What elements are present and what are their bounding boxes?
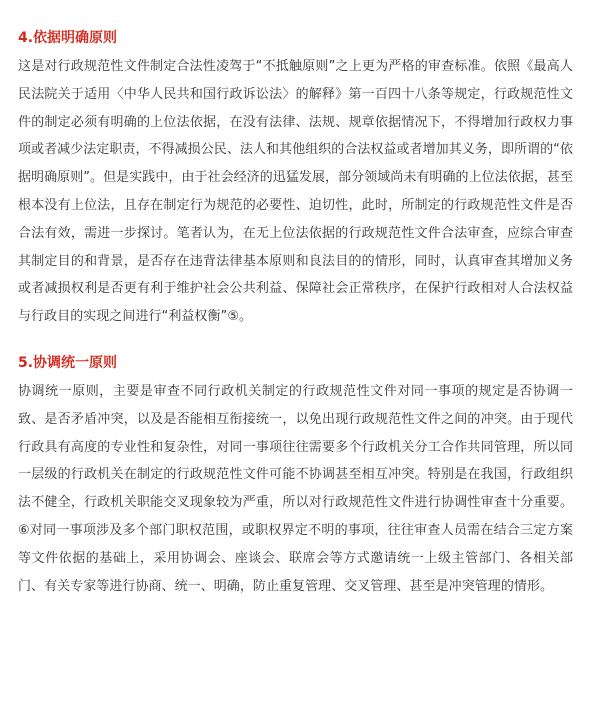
section-coordination-principle <box>18 353 573 600</box>
section-heading: 4.依据明确原则 <box>18 30 118 46</box>
section-paragraph: 这是对行政规范性文件制定合法性凌驾于“不抵触原则”之上更为严格的审查标准。依照《最高人民法院关于适用〈中华人民共和国行政诉讼法〉的解释》第一百四十八条等规定，行政规范性文件的制定必须有明确的上位法依据，在没有法律、法规、规章依据情况下，不得增加行政权力事项或者减少法定职责，不得减损公民、法人和其他组织的合法权益或者增加其义务，即所谓的“依据明确原则”。但是实践中，由于社会经济的迅猛发展，部分领域尚未有明确的上位法依据，甚至根本没有上位法，且存在制定行为规范的必要性、迫切性，此时，所制定的行政规范性文件是否合法有效，需进一步探讨。笔者认为，在无上位法依据的行政规范性文件合法审查，应综合审查其制定目的和背景，是否存在违背法律基本原则和良法目的的情形，同时，认真审查其增加义务或者减损权利是否更有利于维护社会公共利益、保障社会正常秩序，在保护行政相对人合法权益与行政目的实现之间进行“利益权衡”⑤。 <box>18 59 573 325</box>
section-basis-principle <box>18 28 573 331</box>
section-heading: 5.协调统一原则 <box>18 354 118 371</box>
section-paragraph: 协调统一原则，主要是审查不同行政机关制定的行政规范性文件对同一事项的规定是否协调一致、是否矛盾冲突，以及是否能相互衔接统一，以免出现行政规范性文件之间的冲突。由于现代行政具有高度的专业性和复杂性，对同一事项往往需要多个行政机关分工合作共同管理，所以同一层级的行政机关在制定的行政规范性文件可能不协调甚至相互冲突。特别是在我国，行政组织法不健全，行政机关职能交叉现象较为严重，所以对行政规范性文件进行协调性审查十分重要。⑥对同一事项涉及多个部门职权范围，或职权界定不明的事项，往往审查人员需在结合三定方案等文件依据的基础上，采用协调会、座谈会、联席会等方式邀请统一上级主管部门、各相关部门、有关专家等进行协商、统一、明确，防止重复管理、交叉管理、甚至是冲突管理的情形。 <box>18 383 573 594</box>
